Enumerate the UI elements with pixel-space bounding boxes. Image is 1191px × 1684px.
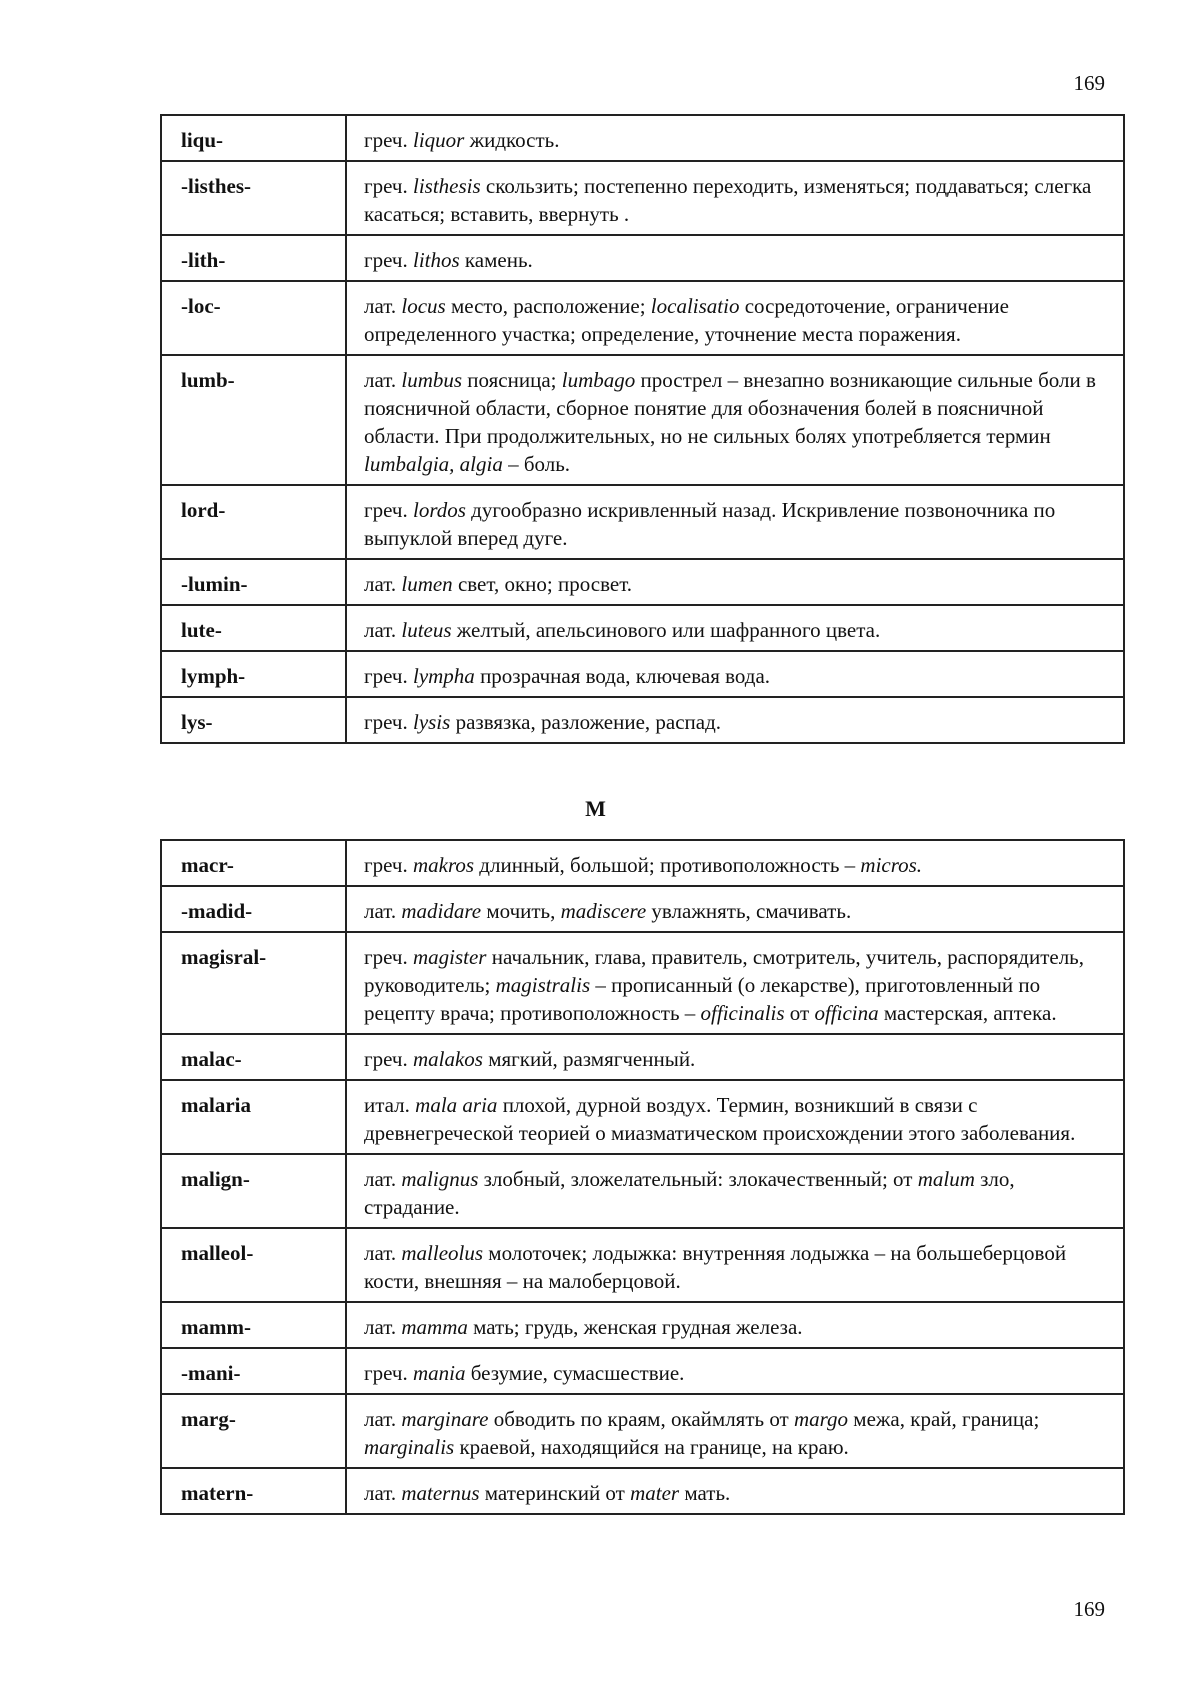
definition-term-italic: lithos [412, 248, 460, 272]
glossary-row [161, 886, 1124, 932]
term-cell: lumb- [161, 355, 346, 485]
definition-text: лат. [364, 572, 402, 596]
definition-text: обводить по краям, окаймлять от [488, 1407, 794, 1431]
term-cell: malleol- [161, 1228, 346, 1302]
definition-text: материнский от [479, 1481, 631, 1505]
term-cell: marg- [161, 1394, 346, 1468]
glossary-row [161, 235, 1124, 281]
glossary-row [161, 1228, 1124, 1302]
term-cell: lys- [161, 697, 346, 743]
definition-text: лат. [364, 899, 402, 923]
definition-text: зло, страдание. [364, 1167, 1015, 1219]
term-cell: liqu- [161, 115, 346, 161]
definition-term-italic: liquor [412, 128, 465, 152]
term-cell: magisral- [161, 932, 346, 1034]
definition-text: свет, окно; просвет. [452, 572, 633, 596]
definition-cell [346, 1154, 1124, 1228]
definition-text: поясница; [462, 368, 562, 392]
definition-term-italic: officina [814, 1001, 879, 1025]
glossary-row [161, 485, 1124, 559]
glossary-row [161, 281, 1124, 355]
definition-cell [346, 1228, 1124, 1302]
term-cell: lute- [161, 605, 346, 651]
glossary-table-l [160, 114, 1125, 744]
definition-term-italic: lumbalgia, algia [364, 452, 503, 476]
glossary-row [161, 355, 1124, 485]
definition-text: мать. [679, 1481, 731, 1505]
definition-term-italic: magistralis [495, 973, 591, 997]
definition-text: греч. [364, 498, 413, 522]
definition-cell [346, 115, 1124, 161]
term-cell: malign- [161, 1154, 346, 1228]
definition-term-italic: malleolus [401, 1241, 484, 1265]
definition-text: лат. [364, 368, 402, 392]
definition-cell [346, 281, 1124, 355]
definition-cell [346, 840, 1124, 886]
glossary-row [161, 1034, 1124, 1080]
definition-text: скользить; постепенно переходить, изменяться; поддаваться; слегка касаться; вставить, ввернуть . [364, 174, 1092, 226]
definition-term-italic: locus [401, 294, 446, 318]
definition-cell [346, 485, 1124, 559]
definition-term-italic: margo [793, 1407, 849, 1431]
glossary-table-m [160, 839, 1125, 1515]
term-cell: macr- [161, 840, 346, 886]
definition-text: лат. [364, 1481, 402, 1505]
glossary-row [161, 605, 1124, 651]
definition-cell [346, 932, 1124, 1034]
term-cell: -mani- [161, 1348, 346, 1394]
definition-term-italic: lysis [412, 710, 451, 734]
definition-text: мастерская, аптека. [878, 1001, 1057, 1025]
definition-text: место, расположение; [445, 294, 651, 318]
definition-term-italic: madidare [401, 899, 482, 923]
definition-cell [346, 235, 1124, 281]
definition-text: лат. [364, 618, 402, 642]
definition-term-italic: micros. [860, 853, 923, 877]
definition-text: греч. [364, 710, 413, 734]
term-cell: matern- [161, 1468, 346, 1514]
definition-term-italic: lumbus [401, 368, 463, 392]
glossary-row [161, 932, 1124, 1034]
definition-term-italic: localisatio [650, 294, 740, 318]
definition-term-italic: mala aria [415, 1093, 498, 1117]
definition-text: плохой, дурной воздух. Термин, возникший в связи с древнегреческой теорией о миазматическом происхождении этого заболевания. [364, 1093, 1076, 1145]
definition-text: краевой, находящийся на границе, на краю. [454, 1435, 849, 1459]
definition-cell [346, 1302, 1124, 1348]
definition-term-italic: malum [917, 1167, 975, 1191]
definition-text: злобный, зложелательный: злокачественный; от [478, 1167, 918, 1191]
definition-text: жидкость. [464, 128, 560, 152]
glossary-row [161, 1394, 1124, 1468]
glossary-row [161, 840, 1124, 886]
definition-term-italic: mamma [401, 1315, 468, 1339]
definition-text: греч. [364, 1361, 413, 1385]
glossary-row [161, 1154, 1124, 1228]
definition-cell [346, 1034, 1124, 1080]
glossary-row [161, 115, 1124, 161]
definition-text: лат. [364, 1241, 402, 1265]
definition-term-italic: malakos [412, 1047, 483, 1071]
definition-cell [346, 1394, 1124, 1468]
definition-text: греч. [364, 1047, 413, 1071]
definition-text: лат. [364, 1407, 402, 1431]
definition-cell [346, 355, 1124, 485]
definition-text: – прописанный (о лекарстве), приготовленный по рецепту врача; противоположность – [364, 973, 1041, 1025]
glossary-row [161, 651, 1124, 697]
definition-term-italic: malignus [401, 1167, 479, 1191]
definition-text: длинный, большой; противоположность – [474, 853, 861, 877]
definition-text: желтый, апельсинового или шафранного цвета. [451, 618, 881, 642]
definition-term-italic: madiscere [560, 899, 647, 923]
glossary-row [161, 1302, 1124, 1348]
definition-term-italic: lordos [412, 498, 466, 522]
definition-cell [346, 886, 1124, 932]
definition-cell [346, 161, 1124, 235]
term-cell: malac- [161, 1034, 346, 1080]
glossary-row [161, 161, 1124, 235]
definition-text: камень. [459, 248, 533, 272]
definition-cell [346, 651, 1124, 697]
definition-text: межа, край, граница; [848, 1407, 1040, 1431]
definition-term-italic: lumbago [561, 368, 636, 392]
term-cell: -loc- [161, 281, 346, 355]
definition-text: сосредоточение, ограничение определенного участка; определение, уточнение места поражения. [364, 294, 1009, 346]
definition-term-italic: maternus [401, 1481, 480, 1505]
definition-text: от [784, 1001, 815, 1025]
definition-term-italic: marginare [401, 1407, 489, 1431]
definition-text: развязка, разложение, распад. [450, 710, 722, 734]
glossary-row [161, 1080, 1124, 1154]
term-cell: malaria [161, 1080, 346, 1154]
definition-text: греч. [364, 853, 413, 877]
definition-term-italic: officinalis [700, 1001, 785, 1025]
definition-text: лат. [364, 294, 402, 318]
definition-text: – боль. [502, 452, 571, 476]
definition-term-italic: mater [630, 1481, 680, 1505]
definition-term-italic: luteus [401, 618, 452, 642]
definition-cell [346, 1468, 1124, 1514]
definition-term-italic: marginalis [364, 1435, 455, 1459]
definition-cell [346, 559, 1124, 605]
definition-term-italic: mania [412, 1361, 466, 1385]
definition-cell [346, 605, 1124, 651]
definition-text: дугообразно искривленный назад. Искривление позвоночника по выпуклой вперед дуге. [364, 498, 1056, 550]
definition-text: лат. [364, 1167, 402, 1191]
definition-term-italic: magister [412, 945, 487, 969]
glossary-row [161, 1468, 1124, 1514]
glossary-row [161, 1348, 1124, 1394]
definition-text: греч. [364, 945, 413, 969]
definition-text: греч. [364, 664, 413, 688]
term-cell: mamm- [161, 1302, 346, 1348]
term-cell: -lumin- [161, 559, 346, 605]
glossary-row [161, 697, 1124, 743]
definition-term-italic: lympha [412, 664, 475, 688]
term-cell: -madid- [161, 886, 346, 932]
definition-term-italic: makros [412, 853, 475, 877]
definition-term-italic: listhesis [412, 174, 481, 198]
term-cell: -listhes- [161, 161, 346, 235]
definition-text: начальник, глава, правитель, смотритель, учитель, распорядитель, руководитель; [364, 945, 1085, 997]
definition-cell [346, 1348, 1124, 1394]
definition-cell [346, 1080, 1124, 1154]
page-number-top: 169 [1073, 71, 1105, 95]
definition-text: мочить, [481, 899, 561, 923]
section-heading-m: M [585, 796, 606, 821]
definition-term-italic: lumen [401, 572, 453, 596]
definition-text: мягкий, размягченный. [482, 1047, 696, 1071]
definition-text: безумие, сумасшествие. [465, 1361, 685, 1385]
page-number-bottom: 169 [1073, 1597, 1105, 1621]
term-cell: lord- [161, 485, 346, 559]
definition-text: лат. [364, 1315, 402, 1339]
definition-text: итал. [364, 1093, 416, 1117]
definition-text: мать; грудь, женская грудная железа. [467, 1315, 803, 1339]
term-cell: -lith- [161, 235, 346, 281]
glossary-row [161, 559, 1124, 605]
term-cell: lymph- [161, 651, 346, 697]
definition-text: увлажнять, смачивать. [646, 899, 852, 923]
definition-text: греч. [364, 248, 413, 272]
definition-text: греч. [364, 128, 413, 152]
definition-text: прозрачная вода, ключевая вода. [474, 664, 771, 688]
definition-text: прострел – внезапно возникающие сильные боли в поясничной области, сборное понятие для обозначения болей в поясничной области. При продолжительных, но не сильных болях употребляется термин [364, 368, 1096, 448]
definition-text: молоточек; лодыжка: внутренняя лодыжка – на большеберцовой кости, внешняя – на малоберцовой. [364, 1241, 1067, 1293]
definition-text: греч. [364, 174, 413, 198]
definition-cell [346, 697, 1124, 743]
